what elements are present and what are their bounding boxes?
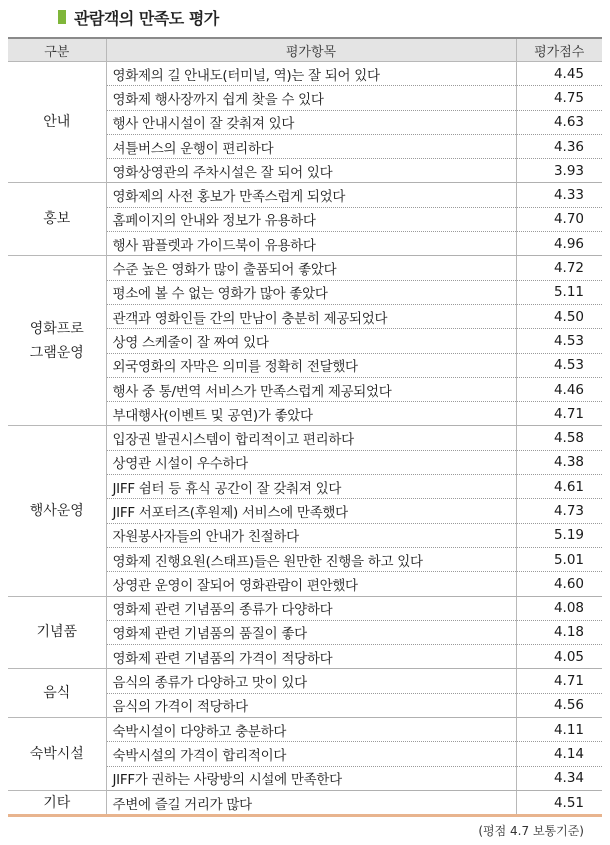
category-cell — [8, 426, 106, 596]
category-label: 홍보 — [43, 211, 71, 228]
item-cell: 영화제의 사전 홍보가 만족스럽게 되었다 — [106, 183, 516, 207]
score-cell: 4.73 — [516, 499, 602, 523]
item-cell: 상영관 시설이 우수하다 — [106, 450, 516, 474]
score-cell: 5.11 — [516, 280, 602, 304]
item-cell: 홈페이지의 안내와 정보가 유용하다 — [106, 207, 516, 231]
category-cell — [8, 183, 106, 256]
category-label: 영화프로 — [29, 320, 84, 337]
category-cell — [8, 256, 106, 426]
item-cell: JIFF 쉼터 등 휴식 공간이 잘 갖춰져 있다 — [106, 475, 516, 499]
item-cell: 영화제 진행요원(스태프)들은 원만한 진행을 하고 있다 — [106, 547, 516, 571]
score-cell: 4.58 — [516, 426, 602, 450]
item-cell: 행사 팜플렛과 가이드북이 유용하다 — [106, 232, 516, 256]
table-row — [8, 426, 602, 450]
item-cell: 자원봉사자들의 안내가 친절하다 — [106, 523, 516, 547]
score-cell: 4.14 — [516, 742, 602, 766]
category-cell — [8, 596, 106, 669]
score-cell: 4.38 — [516, 450, 602, 474]
category-label: 기타 — [43, 794, 71, 811]
item-cell: 영화제 관련 기념품의 품질이 좋다 — [106, 620, 516, 644]
category-label: 안내 — [43, 114, 71, 131]
category-label: 그램운영 — [29, 344, 84, 361]
footnote: (평점 4.7 보통기준) — [478, 824, 584, 838]
header-item: 평가항목 — [106, 38, 516, 62]
score-cell: 4.50 — [516, 304, 602, 328]
header-score: 평가점수 — [516, 38, 602, 62]
category-cell — [8, 669, 106, 718]
satisfaction-table — [8, 37, 602, 816]
title-marker-icon — [58, 10, 66, 24]
score-cell: 4.60 — [516, 572, 602, 596]
item-cell: 상영관 운영이 잘되어 영화관람이 편안했다 — [106, 572, 516, 596]
score-cell: 4.08 — [516, 596, 602, 620]
table-row — [8, 256, 602, 280]
item-cell: 영화제 관련 기념품의 가격이 적당하다 — [106, 645, 516, 669]
item-cell: 입장권 발권시스템이 합리적이고 편리하다 — [106, 426, 516, 450]
item-cell: 외국영화의 자막은 의미를 정확히 전달했다 — [106, 353, 516, 377]
score-cell: 5.19 — [516, 523, 602, 547]
score-cell: 4.11 — [516, 718, 602, 742]
category-cell — [8, 718, 106, 791]
table-row — [8, 183, 602, 207]
table-row — [8, 669, 602, 693]
score-cell: 4.72 — [516, 256, 602, 280]
item-cell: JIFF가 권하는 사랑방의 시설에 만족한다 — [106, 766, 516, 790]
category-label: 행사운영 — [29, 502, 84, 519]
item-cell: 영화제 행사장까지 쉽게 찾을 수 있다 — [106, 86, 516, 110]
score-cell: 4.46 — [516, 377, 602, 401]
category-label: 음식 — [43, 685, 71, 702]
table-row — [8, 718, 602, 742]
item-cell: JIFF 서포터즈(후원제) 서비스에 만족했다 — [106, 499, 516, 523]
score-cell: 5.01 — [516, 547, 602, 571]
table-row — [8, 790, 602, 815]
item-cell: 평소에 볼 수 없는 영화가 많아 좋았다 — [106, 280, 516, 304]
item-cell: 수준 높은 영화가 많이 출품되어 좋았다 — [106, 256, 516, 280]
item-cell: 부대행사(이벤트 및 공연)가 좋았다 — [106, 402, 516, 426]
item-cell: 숙박시설의 가격이 합리적이다 — [106, 742, 516, 766]
score-cell: 4.71 — [516, 402, 602, 426]
item-cell: 관객과 영화인들 간의 만남이 충분히 제공되었다 — [106, 304, 516, 328]
item-cell: 행사 안내시설이 잘 갖춰져 있다 — [106, 110, 516, 134]
table-body — [8, 62, 602, 816]
score-cell: 4.33 — [516, 183, 602, 207]
item-cell: 상영 스케줄이 잘 짜여 있다 — [106, 329, 516, 353]
category-label: 숙박시설 — [29, 745, 84, 762]
score-cell: 3.93 — [516, 159, 602, 183]
score-cell: 4.63 — [516, 110, 602, 134]
table-row — [8, 62, 602, 86]
score-cell: 4.18 — [516, 620, 602, 644]
item-cell: 음식의 종류가 다양하고 맛이 있다 — [106, 669, 516, 693]
score-cell: 4.96 — [516, 232, 602, 256]
table-header-row — [8, 38, 602, 62]
score-cell: 4.75 — [516, 86, 602, 110]
category-cell — [8, 62, 106, 183]
score-cell: 4.61 — [516, 475, 602, 499]
table-title — [58, 4, 219, 30]
table-row — [8, 596, 602, 620]
category-label: 기념품 — [36, 624, 78, 641]
item-cell: 영화제의 길 안내도(터미널, 역)는 잘 되어 있다 — [106, 62, 516, 86]
item-cell: 주변에 즐길 거리가 많다 — [106, 790, 516, 815]
score-cell: 4.34 — [516, 766, 602, 790]
score-cell: 4.53 — [516, 353, 602, 377]
score-cell: 4.70 — [516, 207, 602, 231]
item-cell: 행사 중 통/번역 서비스가 만족스럽게 제공되었다 — [106, 377, 516, 401]
category-cell — [8, 790, 106, 815]
score-cell: 4.05 — [516, 645, 602, 669]
item-cell: 음식의 가격이 적당하다 — [106, 693, 516, 717]
item-cell: 숙박시설이 다양하고 충분하다 — [106, 718, 516, 742]
score-cell: 4.45 — [516, 62, 602, 86]
score-cell: 4.56 — [516, 693, 602, 717]
score-cell: 4.53 — [516, 329, 602, 353]
score-cell: 4.51 — [516, 790, 602, 815]
bottom-rule — [8, 814, 602, 817]
score-cell: 4.71 — [516, 669, 602, 693]
header-category: 구분 — [8, 38, 106, 62]
item-cell: 셔틀버스의 운행이 편리하다 — [106, 134, 516, 158]
score-cell: 4.36 — [516, 134, 602, 158]
item-cell: 영화상영관의 주차시설은 잘 되어 있다 — [106, 159, 516, 183]
item-cell: 영화제 관련 기념품의 종류가 다양하다 — [106, 596, 516, 620]
title-text: 관람객의 만족도 평가 — [74, 8, 219, 28]
